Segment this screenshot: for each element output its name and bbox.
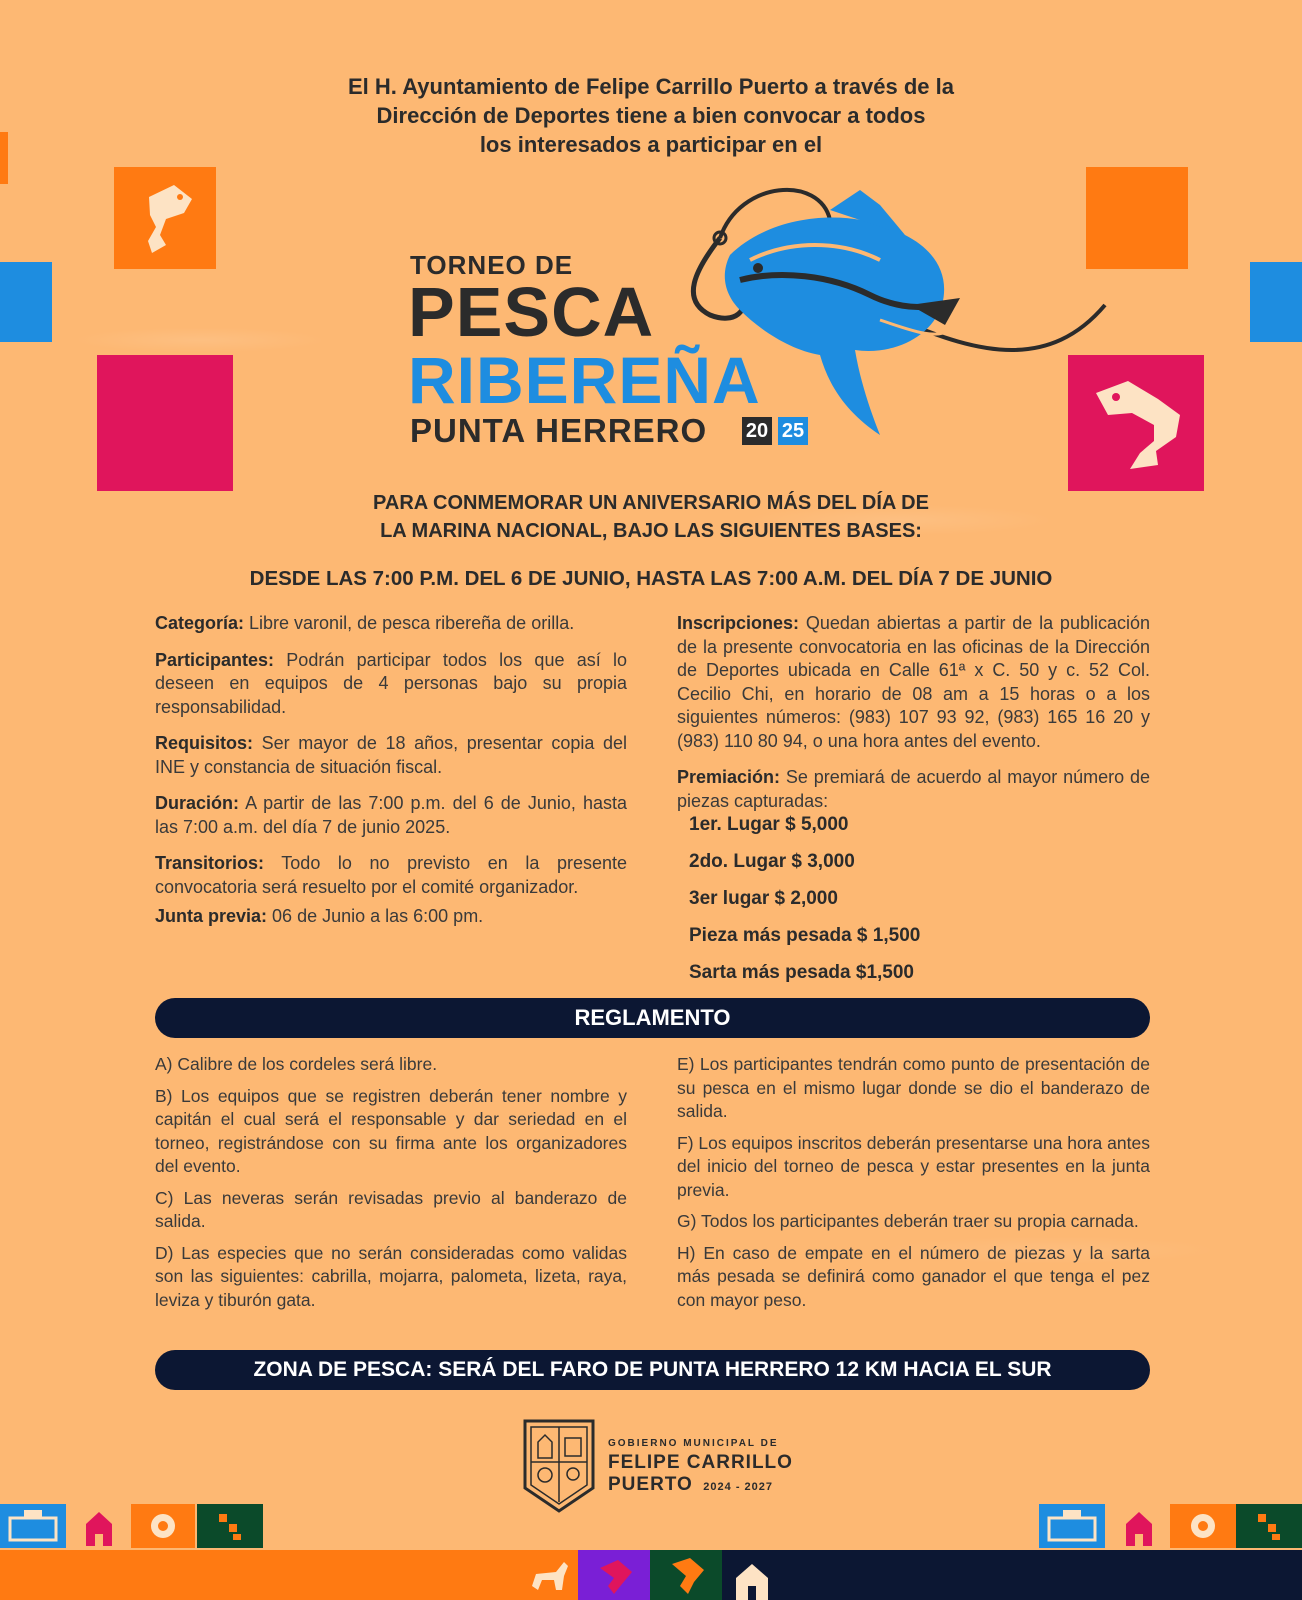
logo-torneo-de: TORNEO DE [410, 250, 574, 280]
bottom-band-purple-tile [578, 1550, 650, 1600]
prize-item: 1er. Lugar $ 5,000 [689, 814, 849, 835]
base-participantes: Participantes: Podrán participar todos los que así lo deseen en equipos de 4 personas bajo su propia responsabilidad. [155, 649, 627, 717]
bottom-tile-orange-right [1170, 1504, 1236, 1548]
reglamento-left-column [155, 1053, 627, 1320]
church-icon [1122, 1506, 1156, 1546]
prize-item: Sarta más pesada $1,500 [689, 962, 914, 983]
bases-left-column [155, 612, 627, 942]
fish-icon [578, 1550, 650, 1600]
mosaic-icon [1236, 1504, 1302, 1548]
rule-item: H) En caso de empate en el número de piezas y la sarta más pesada se definirá como ganador el que tenga el pez con mayor peso. [677, 1242, 1150, 1310]
logo-year-25: 25 [778, 417, 808, 445]
footer-line-2: FELIPE CARRILLO [608, 1452, 793, 1473]
footer-line-3: PUERTO [608, 1474, 693, 1495]
heading-line-1: PARA CONMEMORAR UN ANIVERSARIO MÁS DEL DÍA DE [373, 492, 929, 514]
logo-pesca: PESCA [408, 273, 655, 351]
fish-icon [650, 1550, 722, 1600]
bottom-band-navy [722, 1550, 1302, 1600]
footer-line-1: GOBIERNO MUNICIPAL DE [608, 1438, 779, 1449]
base-junta-previa: Junta previa: 06 de Junio a las 6:00 pm. [155, 906, 484, 926]
base-categoria: Categoría: Libre varonil, de pesca ribereña de orilla. [155, 613, 575, 633]
base-inscripciones: Inscripciones: Quedan abiertas a partir de la publicación de la presente convocatoria en las oficinas de la Dirección de Deportes ubicada en Calle 61ª x C. 50 y c. 52 Col. Cecilio Chi, en horario de 08 am a 15 horas o a los siguientes números: (983) 107 93 92, (983) 165 16 20 y (983) 110 80 94, o una hora antes del evento. [677, 613, 1150, 751]
rule-item: A) Calibre de los cordeles será libre. [155, 1054, 438, 1074]
rule-item: C) Las neveras serán revisadas previo al banderazo de salida. [155, 1187, 627, 1231]
deer-icon [520, 1550, 578, 1600]
bottom-tile-green-right [1236, 1504, 1302, 1548]
orange-edge-tab-left [0, 132, 8, 184]
prize-list [677, 813, 1150, 1022]
flower-icon [1170, 1504, 1236, 1548]
building-icon [1039, 1504, 1105, 1548]
reglamento-right-column [677, 1053, 1150, 1320]
zona-de-pesca-banner: ZONA DE PESCA: SERÁ DEL FARO DE PUNTA HERRERO 12 KM HACIA EL SUR [155, 1350, 1150, 1390]
bottom-tile-orange-left [131, 1504, 195, 1548]
bottom-band-orange [0, 1550, 520, 1600]
church-icon [82, 1506, 116, 1546]
footer-years: 2024 - 2027 [703, 1481, 774, 1493]
heading-line-2: LA MARINA NACIONAL, BAJO LAS SIGUIENTES BASES: [380, 520, 922, 542]
base-premiacion: Premiación: Se premiará de acuerdo al mayor número de piezas capturadas: [677, 767, 1150, 811]
building-icon [0, 1504, 66, 1548]
prize-item: 3er lugar $ 2,000 [689, 888, 838, 909]
logo-year-20: 20 [742, 417, 772, 445]
municipal-government-text [608, 1436, 793, 1496]
rule-item: G) Todos los participantes deberán traer su propia carnada. [677, 1211, 1139, 1231]
prize-item: 2do. Lugar $ 3,000 [689, 851, 855, 872]
fish-hook-illustration [680, 180, 1110, 450]
intro-line-1: El H. Ayuntamiento de Felipe Carrillo Puerto a través de la [348, 74, 954, 99]
fish-icon [114, 167, 216, 269]
bottom-band-green-tile [650, 1550, 722, 1600]
base-duracion: Duración: A partir de las 7:00 p.m. del 6 de Junio, hasta las 7:00 a.m. del día 7 de junio 2025. [155, 793, 627, 837]
intro-line-3: los interesados a participar en el [479, 132, 823, 157]
rule-item: D) Las especies que no serán consideradas como validas son las siguientes: cabrilla, mojarra, palometa, lizeta, raya, leviza y tiburón gata. [155, 1242, 627, 1310]
blue-block-right [1250, 262, 1302, 342]
event-dates: DESDE LAS 7:00 P.M. DEL 6 DE JUNIO, HASTA LAS 7:00 A.M. DEL DÍA 7 DE JUNIO [249, 567, 1053, 590]
logo-punta-herrero: PUNTA HERRERO [410, 412, 708, 449]
bottom-tile-blue-left [0, 1504, 66, 1548]
base-requisitos: Requisitos: Ser mayor de 18 años, presentar copia del INE y constancia de situación fiscal. [155, 733, 627, 777]
rule-item: F) Los equipos inscritos deberán presentarse una hora antes del inicio del torneo de pesca y estar presentes en la junta previa. [677, 1132, 1150, 1200]
bottom-tile-blue-right [1039, 1504, 1105, 1548]
magenta-block-left [97, 355, 233, 491]
flower-icon [131, 1504, 195, 1548]
rule-item: B) Los equipos que se registren deberán tener nombre y capitán el cual será el responsable y dar seriedad en el torneo, registrándose con su firma ante los organizadores del evento. [155, 1085, 627, 1176]
commemoration-heading [0, 489, 1302, 545]
fish-icon-orange-block [114, 167, 216, 269]
bottom-tile-green-left [197, 1504, 263, 1548]
base-transitorios: Transitorios: Todo lo no previsto en la presente convocatoria será resuelto por el comité organizador. [155, 853, 627, 897]
bottom-band-deer-tile [520, 1550, 578, 1600]
church-icon [722, 1550, 782, 1600]
intro-text [0, 72, 1302, 159]
prize-item: Pieza más pesada $ 1,500 [689, 925, 921, 946]
intro-line-2: Dirección de Deportes tiene a bien convocar a todos [376, 103, 926, 128]
bases-right-column [677, 612, 1150, 1035]
logo-riberena: RIBEREÑA [408, 343, 761, 417]
blue-block-left [0, 262, 52, 342]
mosaic-icon [197, 1504, 263, 1548]
rule-item: E) Los participantes tendrán como punto de presentación de su pesca en el mismo lugar donde se dio el banderazo de salida. [677, 1054, 1150, 1121]
municipal-seal-icon [522, 1418, 596, 1514]
reglamento-banner: REGLAMENTO [155, 998, 1150, 1038]
